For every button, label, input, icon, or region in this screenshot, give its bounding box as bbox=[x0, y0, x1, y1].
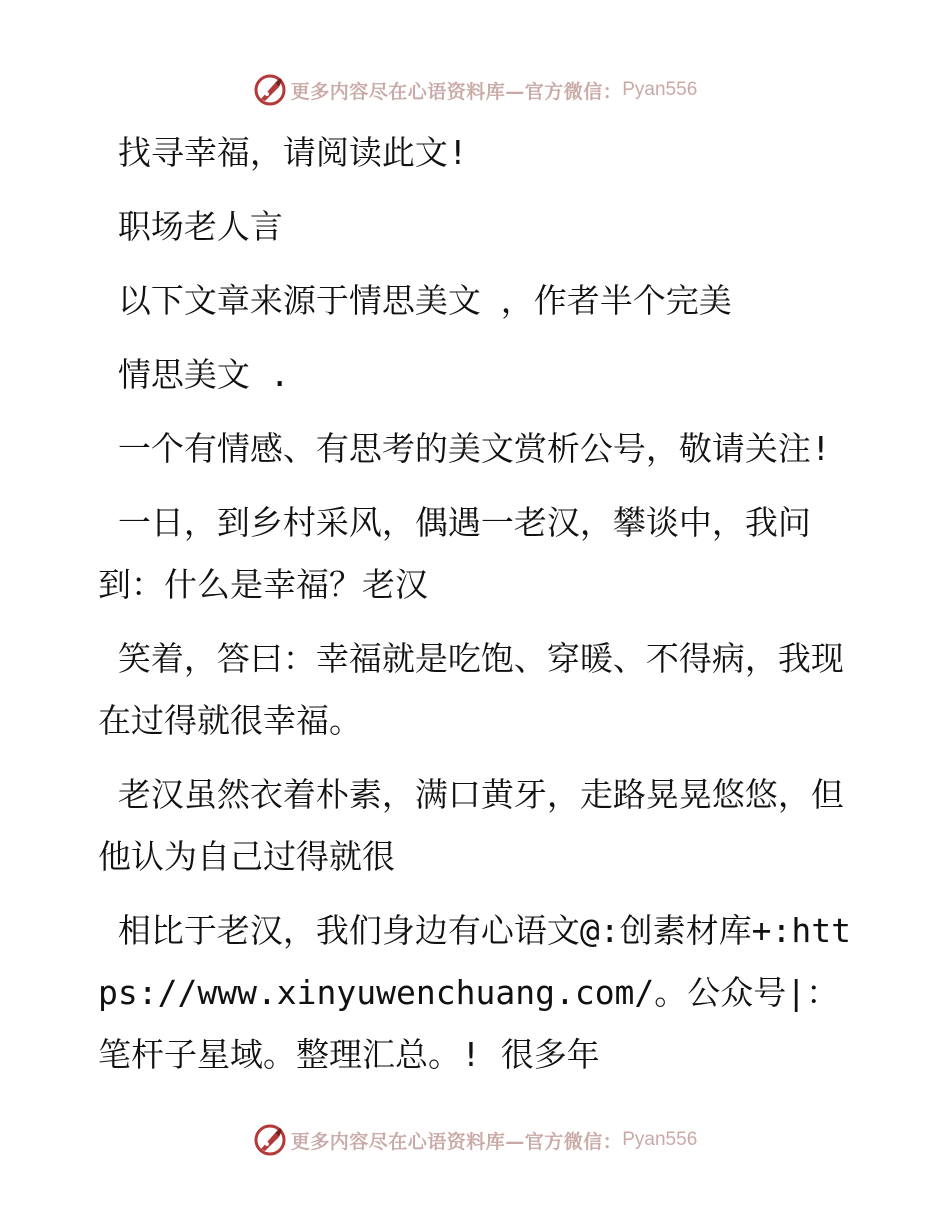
paragraph: 情思美文 . bbox=[98, 355, 290, 394]
paragraph: 一日，到乡村采风，偶遇一老汉，攀谈中，我问到：什么是幸福？老汉 bbox=[98, 503, 811, 604]
paragraph: 相比于老汉，我们身边有心语文@:创素材库+:https://www.xinyuwenchuang.com/。公众号|：笔杆子星域。整理汇总。! 很多年 bbox=[98, 911, 851, 1074]
banner-text: 更多内容尽在心语资料库—官方微信： bbox=[290, 1130, 623, 1153]
banner-text: 更多内容尽在心语资料库—官方微信： bbox=[290, 80, 623, 103]
banner-wechat-id: Pyan556 bbox=[622, 79, 698, 100]
document-body bbox=[98, 122, 868, 1098]
header-watermark-banner bbox=[0, 70, 950, 110]
paragraph: 一个有情感、有思考的美文赏析公号，敬请关注! bbox=[98, 429, 831, 468]
paragraph: 职场老人言 bbox=[98, 207, 283, 246]
pen-nib-seal-icon bbox=[253, 73, 287, 107]
footer-watermark-banner bbox=[0, 1120, 950, 1160]
pen-nib-seal-icon bbox=[253, 1123, 287, 1157]
paragraph: 笑着，答曰：幸福就是吃饱、穿暖、不得病，我现在过得就很幸福。 bbox=[98, 639, 844, 740]
paragraph: 找寻幸福，请阅读此文! bbox=[98, 133, 468, 172]
banner-wechat-id: Pyan556 bbox=[622, 1129, 698, 1150]
paragraph: 老汉虽然衣着朴素，满口黄牙，走路晃晃悠悠，但他认为自己过得就很 bbox=[98, 775, 844, 876]
paragraph: 以下文章来源于情思美文 ，作者半个完美 bbox=[98, 281, 732, 320]
